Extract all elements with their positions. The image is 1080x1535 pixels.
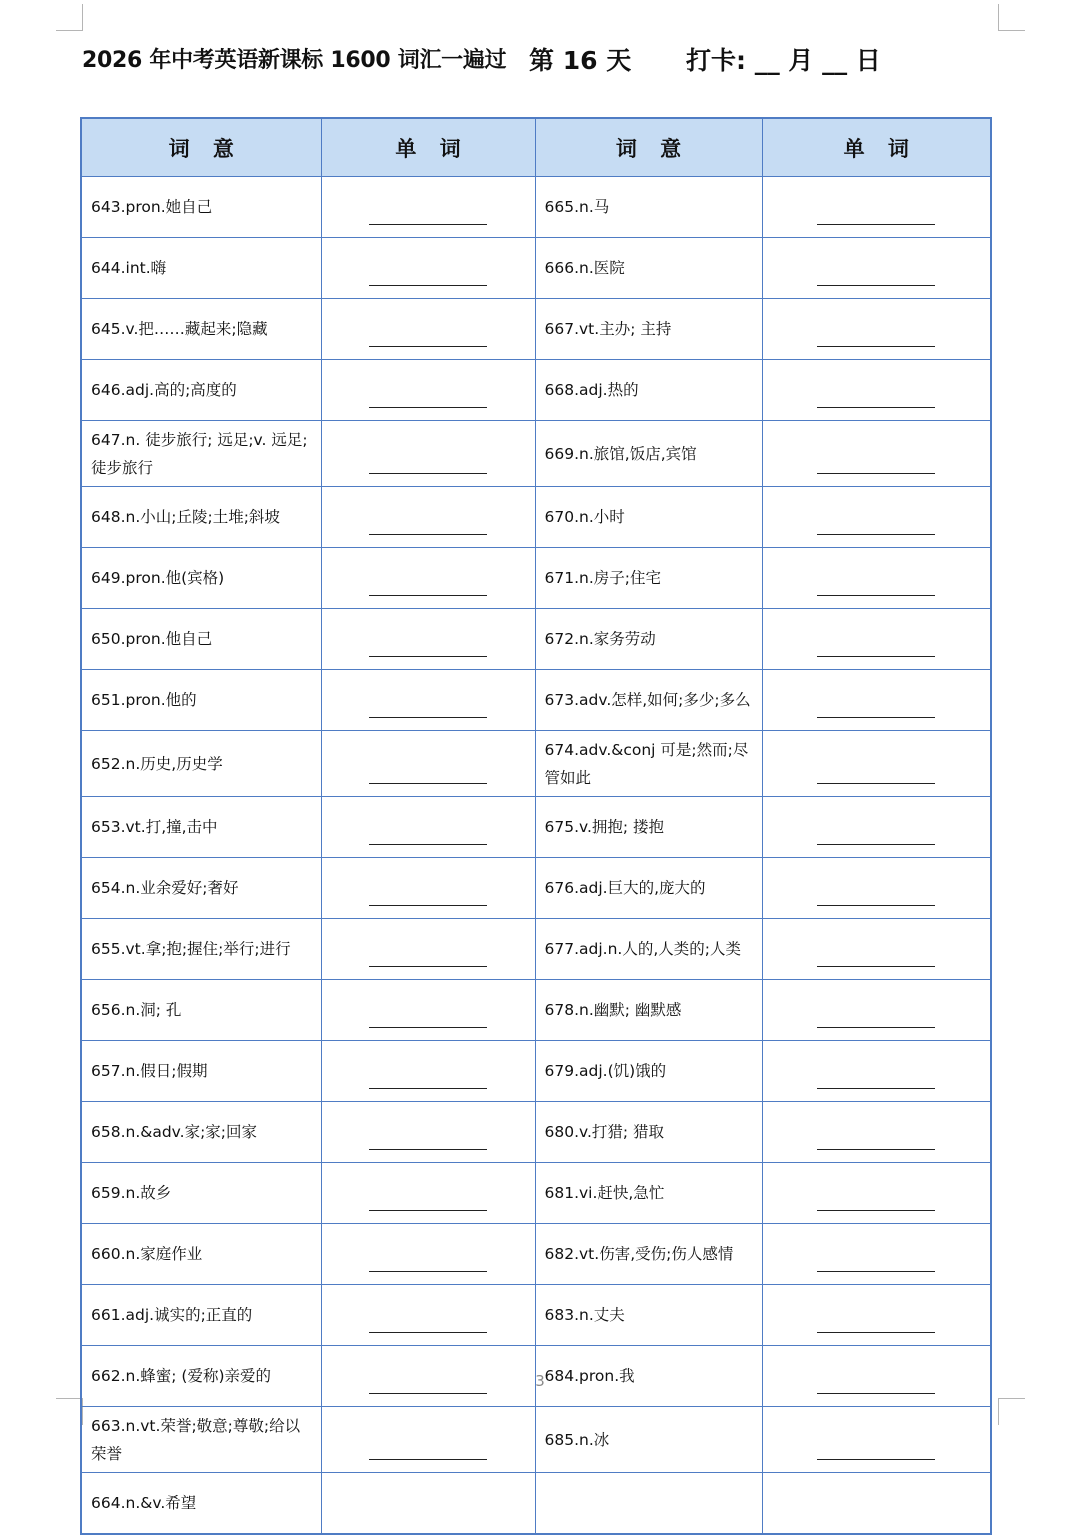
blank-line bbox=[817, 407, 935, 408]
answer-blank bbox=[762, 797, 991, 858]
blank-line bbox=[369, 905, 487, 906]
answer-blank bbox=[321, 1102, 535, 1163]
meaning-cell: 684.pron.我 bbox=[535, 1346, 762, 1407]
blank-line bbox=[369, 783, 487, 784]
blank-line bbox=[369, 285, 487, 286]
blank-line bbox=[817, 1088, 935, 1089]
answer-blank bbox=[762, 1224, 991, 1285]
answer-blank bbox=[321, 299, 535, 360]
blank-line bbox=[369, 407, 487, 408]
answer-blank bbox=[321, 1163, 535, 1224]
meaning-cell: 660.n.家庭作业 bbox=[81, 1224, 321, 1285]
corner-mark-top-right bbox=[998, 4, 1025, 31]
day-label: 第 16 天 bbox=[529, 46, 632, 75]
blank-line bbox=[369, 595, 487, 596]
table-row bbox=[81, 1473, 991, 1535]
table-row bbox=[81, 797, 991, 858]
blank-line bbox=[817, 656, 935, 657]
meaning-cell: 669.n.旅馆,饭店,宾馆 bbox=[535, 421, 762, 487]
table-row bbox=[81, 1102, 991, 1163]
meaning-cell bbox=[535, 1473, 762, 1535]
page-header bbox=[82, 40, 1002, 82]
meaning-cell: 659.n.故乡 bbox=[81, 1163, 321, 1224]
answer-blank bbox=[321, 731, 535, 797]
meaning-cell: 667.vt.主办; 主持 bbox=[535, 299, 762, 360]
table-row bbox=[81, 421, 991, 487]
meaning-cell: 680.v.打猎; 猎取 bbox=[535, 1102, 762, 1163]
answer-blank bbox=[321, 1285, 535, 1346]
blank-line bbox=[369, 656, 487, 657]
blank-line bbox=[369, 224, 487, 225]
answer-blank bbox=[762, 548, 991, 609]
answer-blank bbox=[321, 670, 535, 731]
answer-blank bbox=[321, 487, 535, 548]
blank-line bbox=[817, 844, 935, 845]
document-title: 2026 年中考英语新课标 1600 词汇一遍过 bbox=[82, 48, 507, 73]
checkin-date-label: 打卡: __ 月 __ 日 bbox=[686, 46, 881, 75]
meaning-cell: 657.n.假日;假期 bbox=[81, 1041, 321, 1102]
meaning-cell: 678.n.幽默; 幽默感 bbox=[535, 980, 762, 1041]
answer-blank bbox=[321, 1407, 535, 1473]
column-header-meaning-left: 词 意 bbox=[81, 118, 321, 177]
meaning-cell: 651.pron.他的 bbox=[81, 670, 321, 731]
meaning-cell: 654.n.业余爱好;奢好 bbox=[81, 858, 321, 919]
meaning-cell: 672.n.家务劳动 bbox=[535, 609, 762, 670]
answer-blank bbox=[321, 421, 535, 487]
table-row bbox=[81, 731, 991, 797]
blank-line bbox=[369, 534, 487, 535]
blank-line bbox=[817, 1149, 935, 1150]
blank-line bbox=[817, 473, 935, 474]
blank-line bbox=[369, 473, 487, 474]
answer-blank bbox=[762, 919, 991, 980]
meaning-cell: 674.adv.&conj 可是;然而;尽管如此 bbox=[535, 731, 762, 797]
answer-blank bbox=[762, 858, 991, 919]
meaning-cell: 670.n.小时 bbox=[535, 487, 762, 548]
table-row bbox=[81, 1163, 991, 1224]
answer-blank bbox=[762, 1041, 991, 1102]
table-row bbox=[81, 487, 991, 548]
meaning-cell: 655.vt.拿;抱;握住;举行;进行 bbox=[81, 919, 321, 980]
answer-blank bbox=[321, 609, 535, 670]
corner-mark-bottom-right bbox=[998, 1398, 1025, 1425]
meaning-cell: 644.int.嗨 bbox=[81, 238, 321, 299]
meaning-cell: 645.v.把……藏起来;隐藏 bbox=[81, 299, 321, 360]
meaning-cell: 668.adj.热的 bbox=[535, 360, 762, 421]
blank-line bbox=[817, 1393, 935, 1394]
meaning-cell: 662.n.蜂蜜; (爱称)亲爱的 bbox=[81, 1346, 321, 1407]
answer-blank bbox=[762, 177, 991, 238]
blank-line bbox=[817, 1271, 935, 1272]
answer-blank bbox=[321, 548, 535, 609]
meaning-cell: 675.v.拥抱; 搂抱 bbox=[535, 797, 762, 858]
blank-line bbox=[817, 905, 935, 906]
table-row bbox=[81, 670, 991, 731]
table-row bbox=[81, 1224, 991, 1285]
blank-line bbox=[369, 1149, 487, 1150]
blank-line bbox=[369, 1271, 487, 1272]
meaning-cell: 671.n.房子;住宅 bbox=[535, 548, 762, 609]
empty-cell bbox=[321, 1473, 535, 1535]
answer-blank bbox=[321, 797, 535, 858]
empty-cell bbox=[762, 1473, 991, 1535]
meaning-cell: 683.n.丈夫 bbox=[535, 1285, 762, 1346]
blank-line bbox=[817, 1027, 935, 1028]
table-row bbox=[81, 548, 991, 609]
column-header-word-left: 单 词 bbox=[321, 118, 535, 177]
answer-blank bbox=[321, 1224, 535, 1285]
answer-blank bbox=[762, 299, 991, 360]
meaning-cell: 685.n.冰 bbox=[535, 1407, 762, 1473]
meaning-cell: 643.pron.她自己 bbox=[81, 177, 321, 238]
meaning-cell: 681.vi.赶快,急忙 bbox=[535, 1163, 762, 1224]
answer-blank bbox=[762, 1163, 991, 1224]
answer-blank bbox=[762, 731, 991, 797]
meaning-cell: 663.n.vt.荣誉;敬意;尊敬;给以荣誉 bbox=[81, 1407, 321, 1473]
blank-line bbox=[817, 1210, 935, 1211]
meaning-cell: 649.pron.他(宾格) bbox=[81, 548, 321, 609]
answer-blank bbox=[762, 421, 991, 487]
table-row bbox=[81, 919, 991, 980]
meaning-cell: 682.vt.伤害,受伤;伤人感情 bbox=[535, 1224, 762, 1285]
table-row bbox=[81, 609, 991, 670]
meaning-cell: 656.n.洞; 孔 bbox=[81, 980, 321, 1041]
meaning-cell: 658.n.&adv.家;家;回家 bbox=[81, 1102, 321, 1163]
meaning-cell: 647.n. 徒步旅行; 远足;v. 远足; 徒步旅行 bbox=[81, 421, 321, 487]
meaning-cell: 673.adv.怎样,如何;多少;多么 bbox=[535, 670, 762, 731]
answer-blank bbox=[762, 238, 991, 299]
answer-blank bbox=[321, 238, 535, 299]
table-row bbox=[81, 980, 991, 1041]
blank-line bbox=[817, 1332, 935, 1333]
answer-blank bbox=[762, 670, 991, 731]
table-row bbox=[81, 1041, 991, 1102]
blank-line bbox=[369, 1027, 487, 1028]
answer-blank bbox=[762, 980, 991, 1041]
meaning-cell: 677.adj.n.人的,人类的;人类 bbox=[535, 919, 762, 980]
answer-blank bbox=[321, 858, 535, 919]
column-header-meaning-right: 词 意 bbox=[535, 118, 762, 177]
answer-blank bbox=[762, 1102, 991, 1163]
blank-line bbox=[817, 595, 935, 596]
corner-mark-bottom-left bbox=[56, 1398, 83, 1425]
answer-blank bbox=[321, 1041, 535, 1102]
answer-blank bbox=[762, 1285, 991, 1346]
blank-line bbox=[369, 1459, 487, 1460]
table-row bbox=[81, 1285, 991, 1346]
table-row bbox=[81, 360, 991, 421]
blank-line bbox=[369, 844, 487, 845]
meaning-cell: 664.n.&v.希望 bbox=[81, 1473, 321, 1535]
blank-line bbox=[369, 1088, 487, 1089]
blank-line bbox=[817, 783, 935, 784]
blank-line bbox=[817, 534, 935, 535]
meaning-cell: 650.pron.他自己 bbox=[81, 609, 321, 670]
answer-blank bbox=[762, 360, 991, 421]
corner-mark-top-left bbox=[56, 4, 83, 31]
meaning-cell: 648.n.小山;丘陵;土堆;斜坡 bbox=[81, 487, 321, 548]
answer-blank bbox=[321, 177, 535, 238]
table-row bbox=[81, 299, 991, 360]
meaning-cell: 646.adj.高的;高度的 bbox=[81, 360, 321, 421]
blank-line bbox=[817, 285, 935, 286]
blank-line bbox=[369, 346, 487, 347]
blank-line bbox=[817, 1459, 935, 1460]
table-row bbox=[81, 858, 991, 919]
answer-blank bbox=[321, 360, 535, 421]
table-row bbox=[81, 238, 991, 299]
page-number: 3 bbox=[535, 1372, 545, 1390]
blank-line bbox=[369, 966, 487, 967]
meaning-cell: 653.vt.打,撞,击中 bbox=[81, 797, 321, 858]
table-row bbox=[81, 177, 991, 238]
answer-blank bbox=[762, 487, 991, 548]
blank-line bbox=[369, 1393, 487, 1394]
answer-blank bbox=[321, 980, 535, 1041]
meaning-cell: 665.n.马 bbox=[535, 177, 762, 238]
blank-line bbox=[817, 346, 935, 347]
answer-blank bbox=[762, 609, 991, 670]
table-row bbox=[81, 1407, 991, 1473]
blank-line bbox=[369, 1210, 487, 1211]
blank-line bbox=[369, 717, 487, 718]
meaning-cell: 679.adj.(饥)饿的 bbox=[535, 1041, 762, 1102]
blank-line bbox=[817, 966, 935, 967]
meaning-cell: 652.n.历史,历史学 bbox=[81, 731, 321, 797]
column-header-word-right: 单 词 bbox=[762, 118, 991, 177]
answer-blank bbox=[762, 1407, 991, 1473]
blank-line bbox=[817, 224, 935, 225]
meaning-cell: 676.adj.巨大的,庞大的 bbox=[535, 858, 762, 919]
meaning-cell: 661.adj.诚实的;正直的 bbox=[81, 1285, 321, 1346]
answer-blank bbox=[321, 919, 535, 980]
blank-line bbox=[817, 717, 935, 718]
vocabulary-table bbox=[80, 117, 992, 1535]
meaning-cell: 666.n.医院 bbox=[535, 238, 762, 299]
table-header-row bbox=[81, 118, 991, 177]
blank-line bbox=[369, 1332, 487, 1333]
vocabulary-rows bbox=[81, 177, 991, 1535]
